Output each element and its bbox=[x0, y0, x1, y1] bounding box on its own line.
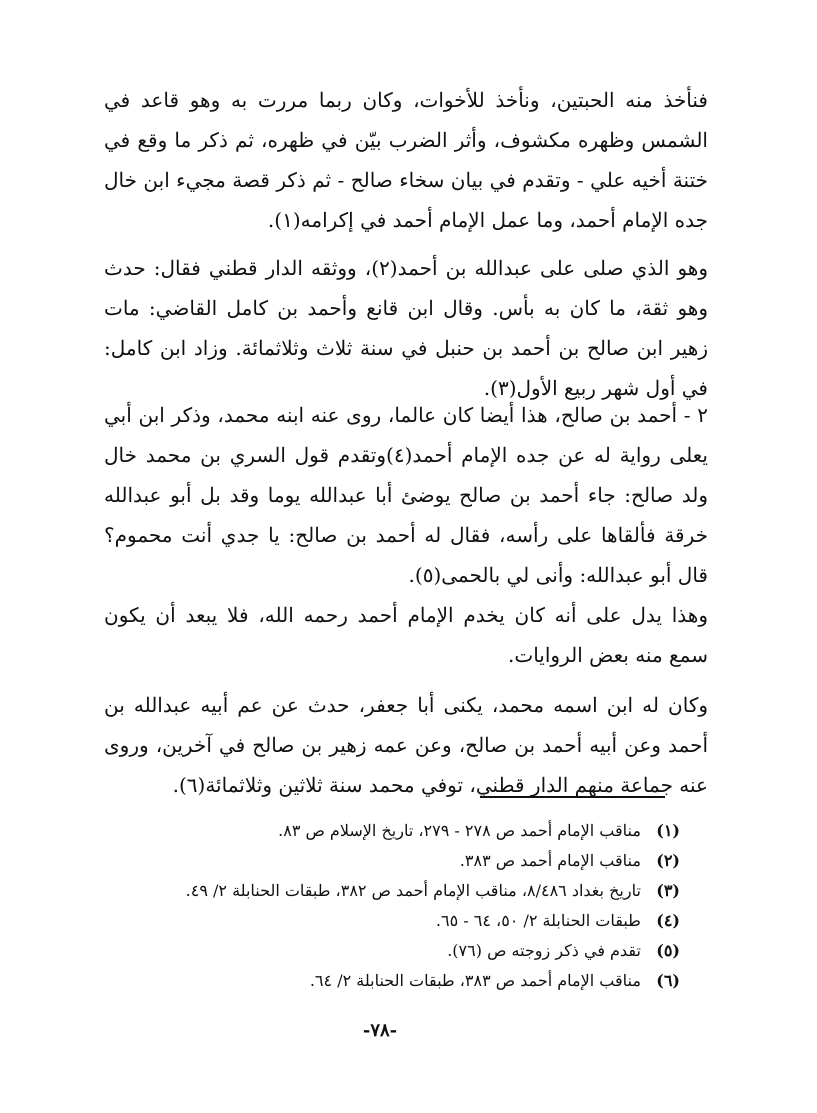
body-paragraph-1: فنأخذ منه الحبتين، ونأخذ للأخوات، وكان ربما مررت به وهو قاعد في الشمس وظهره مكشوف، وأثر الضرب بيّن في ظهره، ثم ذكر ما وقع في ختنة أخيه علي - وتقدم في بيان سخاء صالح - ثم ذكر قصة مجيء ابن خال جده الإمام أحمد، وما عمل الإمام أحمد في إكرامه(١). bbox=[104, 88, 708, 232]
footnote-number: (٦) bbox=[656, 971, 680, 990]
footnote-item bbox=[150, 816, 680, 846]
body-paragraph-2: وهو الذي صلى على عبدالله بن أحمد(٢)، ووثقه الدار قطني فقال: حدث وهو ثقة، ما كان به بأس. وقال ابن قانع وأحمد بن كامل القاضي: مات زهير ابن صالح بن أحمد بن حنبل في سنة ثلاث وثلاثمائة. وزاد ابن كامل: في أول شهر ربيع الأول(٣). bbox=[104, 256, 708, 400]
footnote-number: (٣) bbox=[656, 881, 680, 900]
footnote-item bbox=[150, 906, 680, 936]
footnote-text: طبقات الحنابلة ٢/ ٥٠، ٦٤ - ٦٥. bbox=[435, 911, 641, 930]
footnote-text: مناقب الإمام أحمد ص ٣٨٣. bbox=[459, 851, 641, 870]
body-paragraph-3: ٢ - أحمد بن صالح، هذا أيضا كان عالما، روى عنه ابنه محمد، وذكر ابن أبي يعلى رواية له عن جده الإمام أحمد(٤)وتقدم قول السري بن محمد خال ولد صالح: جاء أحمد بن صالح يوضئ أبا عبدالله يوما وقد بل أبو عبدالله خرقة فألقاها على رأسه، فقال له أحمد بن صالح: يا جدي أنت محموم؟ قال أبو عبدالله: وأنى لي بالحمى(٥). bbox=[104, 403, 708, 587]
footnote-text: مناقب الإمام أحمد ص ٢٧٨ - ٢٧٩، تاريخ الإسلام ص ٨٣. bbox=[278, 821, 641, 840]
page-number: -٧٨- bbox=[362, 1020, 398, 1041]
footnote-text: مناقب الإمام أحمد ص ٣٨٣، طبقات الحنابلة ٢/ ٦٤. bbox=[309, 971, 641, 990]
footnote-number: (١) bbox=[656, 821, 680, 840]
footnote-number: (٥) bbox=[656, 941, 680, 960]
footnote-number: (٢) bbox=[656, 851, 680, 870]
footnote-item bbox=[150, 966, 680, 996]
footnotes-list bbox=[150, 816, 680, 996]
footnote-item bbox=[150, 846, 680, 876]
footnote-number: (٤) bbox=[656, 911, 680, 930]
body-paragraph-4: وهذا يدل على أنه كان يخدم الإمام أحمد رحمه الله، فلا يبعد أن يكون سمع منه بعض الروايات. bbox=[104, 603, 708, 667]
footnote-item bbox=[150, 876, 680, 906]
body-paragraph-5: وكان له ابن اسمه محمد، يكنى أبا جعفر، حدث عن عم أبيه عبدالله بن أحمد وعن أبيه أحمد بن صالح، وعن عمه زهير بن صالح في آخرين، وروى عنه جماعة منهم الدار قطني، توفي محمد سنة ثلاثين وثلاثمائة(٦). bbox=[104, 693, 708, 797]
footnote-text: تقدم في ذكر زوجته ص (٧٦). bbox=[447, 941, 641, 960]
footnote-item bbox=[150, 936, 680, 966]
footnote-text: تاريخ بغداد ٨/٤٨٦، مناقب الإمام أحمد ص ٣٨٢، طبقات الحنابلة ٢/ ٤٩. bbox=[185, 881, 641, 900]
footnote-separator bbox=[480, 796, 665, 798]
